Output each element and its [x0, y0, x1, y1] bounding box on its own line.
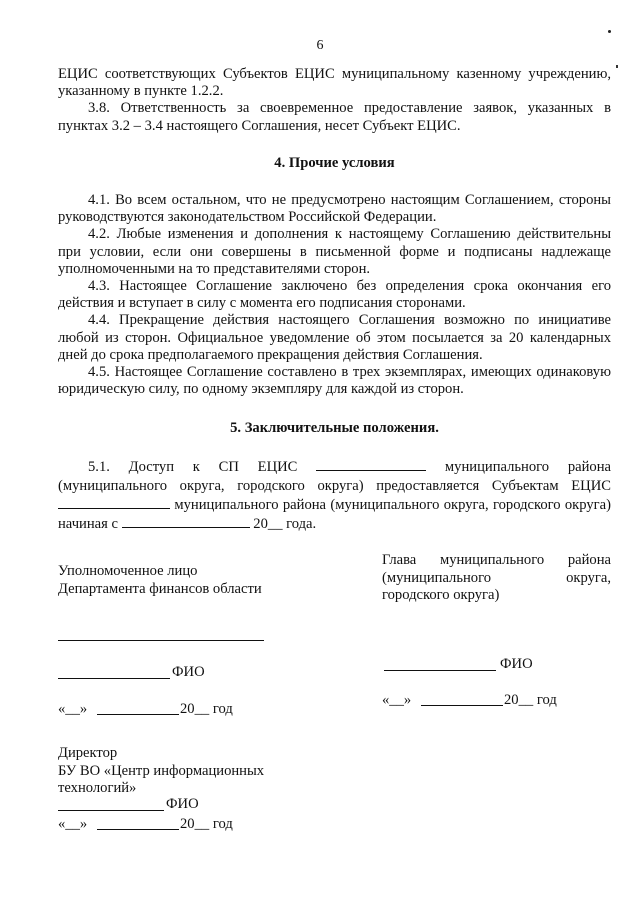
date-year: 20__ год — [180, 816, 233, 832]
signatory-district-head — [382, 552, 611, 605]
paragraph-5-1 — [58, 458, 611, 534]
signatory-director — [58, 745, 264, 798]
page-number: 6 — [316, 38, 324, 53]
signatory-title-line: Уполномоченное лицо — [58, 563, 198, 579]
blank-field-start-date — [122, 515, 250, 528]
date-open: «__» — [58, 816, 88, 832]
signatory-title-line: технологий» — [58, 780, 137, 796]
document-body — [58, 66, 611, 534]
section-5-title: 5. Заключительные положения. — [230, 420, 439, 437]
signatory-title-line: Департамента финансов области — [58, 580, 262, 597]
signatory-title-line: (муниципального округа, — [382, 569, 611, 586]
paragraph-4-5: 4.5. Настоящее Соглашение составлено в трех экземплярах, имеющих одинаковую юридическую силу, по одному экземпляру для каждой из сторон. — [58, 364, 611, 398]
signatory-title-line: городского округа) — [382, 587, 500, 603]
paragraph-4-4: 4.4. Прекращение действия настоящего Соглашения возможно по инициативе любой из сторон. Официальное уведомление об этом посылается за 20 календарных дней до срока предполагаемого прекращения действия Соглашения. — [58, 312, 611, 363]
date-year: 20__ год — [180, 701, 233, 717]
fio-label: ФИО — [166, 796, 199, 812]
date-open: «__» — [58, 701, 88, 717]
paragraph-5-1-part1: 5.1. Доступ к СП ЕЦИС — [88, 458, 298, 475]
paragraph-4-1: 4.1. Во всем остальном, что не предусмотрено настоящим Соглашением, стороны руководствуются законодательством Российской Федерации. — [58, 192, 611, 226]
fio-line — [58, 678, 170, 679]
signatory-title-line: БУ ВО «Центр информационных — [58, 762, 265, 779]
paragraph-5-1-part3: муниципального района (муниципального округа, городского округа) начиная с — [58, 496, 611, 532]
signature-line — [58, 640, 264, 641]
blank-field-sp-ecis — [316, 458, 426, 471]
fio-label: ФИО — [172, 664, 205, 680]
scan-speck — [608, 30, 611, 33]
signatory-title-line: Директор — [58, 745, 118, 761]
signatory-title-line: Глава муниципального района — [382, 552, 611, 568]
paragraph-3-7-continued: ЕЦИС соответствующих Субъектов ЕЦИС муниципальному казенному учреждению, указанному в пункте 1.2.2. — [58, 66, 611, 100]
fio-line — [384, 670, 496, 671]
date-month-line — [97, 829, 179, 830]
section-4-title: 4. Прочие условия — [274, 154, 395, 171]
date-month-line — [97, 714, 179, 715]
signatory-finance-department — [58, 563, 262, 598]
paragraph-4-2: 4.2. Любые изменения и дополнения к настоящему Соглашению действительны при условии, если они совершены в письменной форме и подписаны надлежаще уполномоченными на то представителями сторон. — [58, 226, 611, 277]
blank-field-subjects — [58, 496, 170, 509]
date-open: «__» — [382, 692, 412, 708]
date-month-line — [421, 705, 503, 706]
fio-line — [58, 810, 164, 811]
paragraph-5-1-part4: 20__ года. — [253, 515, 317, 532]
date-year: 20__ год — [504, 692, 557, 708]
fio-label: ФИО — [500, 656, 533, 672]
scan-speck — [616, 65, 618, 68]
paragraph-4-3: 4.3. Настоящее Соглашение заключено без определения срока окончания его действия и вступает в силу с момента его подписания сторонами. — [58, 278, 611, 312]
paragraph-5-1-part2: муниципального района (муниципального округа, городского округа) предоставляется Субъектам ЕЦИС — [58, 458, 611, 494]
paragraph-3-8: 3.8. Ответственность за своевременное предоставление заявок, указанных в пунктах 3.2 – 3.4 настоящего Соглашения, несет Субъект ЕЦИС. — [58, 100, 611, 134]
